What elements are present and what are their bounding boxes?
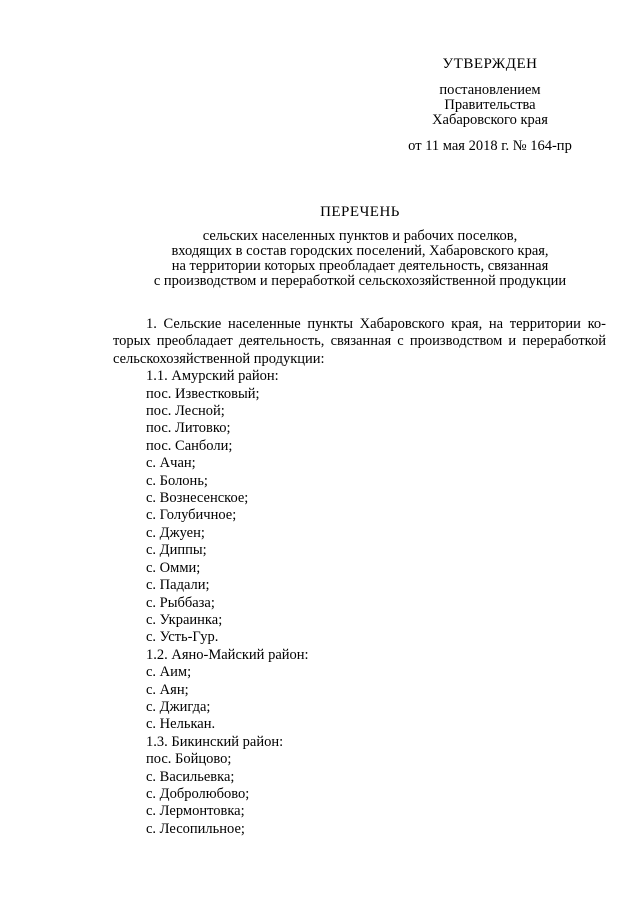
approval-date: от 11 мая 2018 г. № 164-пр — [408, 138, 572, 154]
list-item: с. Джуен; — [146, 524, 205, 541]
list-item: с. Нелькан. — [146, 716, 216, 733]
list-item: пос. Известковый; — [146, 385, 260, 402]
title-line: на территории которых преобладает деятельность, связанная — [171, 258, 549, 274]
list-item: с. Вознесенское; — [146, 490, 249, 507]
list-item: пос. Лесной; — [146, 403, 225, 420]
list-item: с. Рыббаза; — [146, 594, 215, 611]
list-item: с. Аим; — [146, 664, 192, 681]
list-item: пос. Литовко; — [146, 420, 231, 437]
list-item: с. Добролюбово; — [146, 785, 250, 802]
title-line: с производством и переработкой сельскохозяйственной продукции — [153, 273, 567, 289]
list-item: пос. Бойцово; — [146, 751, 232, 768]
document-heading: ПЕРЕЧЕНЬ — [320, 204, 400, 220]
list-item: с. Украинка; — [146, 611, 223, 628]
list-item: с. Болонь; — [146, 472, 208, 489]
list-item: пос. Санболи; — [146, 437, 233, 454]
title-line: сельских населенных пунктов и рабочих поселков, — [202, 228, 518, 244]
list-item: с. Аян; — [146, 681, 189, 698]
list-item: с. Омми; — [146, 559, 201, 576]
list-item: с. Джигда; — [146, 698, 211, 715]
approval-line: Правительства — [444, 97, 536, 113]
list-item: с. Усть-Гур. — [146, 629, 219, 646]
list-item: с. Голубичное; — [146, 507, 237, 524]
approval-block — [380, 57, 600, 154]
approval-heading: УТВЕРЖДЕН — [442, 56, 538, 72]
document-body — [113, 316, 606, 838]
document-title-block — [120, 205, 600, 289]
list-item: с. Диппы; — [146, 542, 207, 559]
intro-paragraph-line: 1. Сельские населенные пункты Хабаровского края, на территории ко- — [146, 316, 606, 332]
list-item: с. Васильевка; — [146, 768, 235, 785]
list-item: 1.3. Бикинский район: — [146, 733, 284, 750]
title-line: входящих в состав городских поселений, Хабаровского края, — [171, 243, 549, 259]
list-item: с. Лесопильное; — [146, 820, 245, 837]
approval-line: Хабаровского края — [432, 112, 548, 128]
list-item: с. Лермонтовка; — [146, 803, 245, 820]
intro-paragraph-line: сельскохозяйственной продукции: — [113, 350, 325, 367]
list-item: 1.1. Амурский район: — [146, 368, 279, 385]
list-item: с. Падали; — [146, 577, 210, 594]
list-item: 1.2. Аяно-Майский район: — [146, 646, 309, 663]
intro-paragraph-line: торых преобладает деятельность, связанная с производством и переработкой — [113, 333, 606, 350]
approval-line: постановлением — [439, 82, 541, 98]
list-item: с. Ачан; — [146, 455, 196, 472]
